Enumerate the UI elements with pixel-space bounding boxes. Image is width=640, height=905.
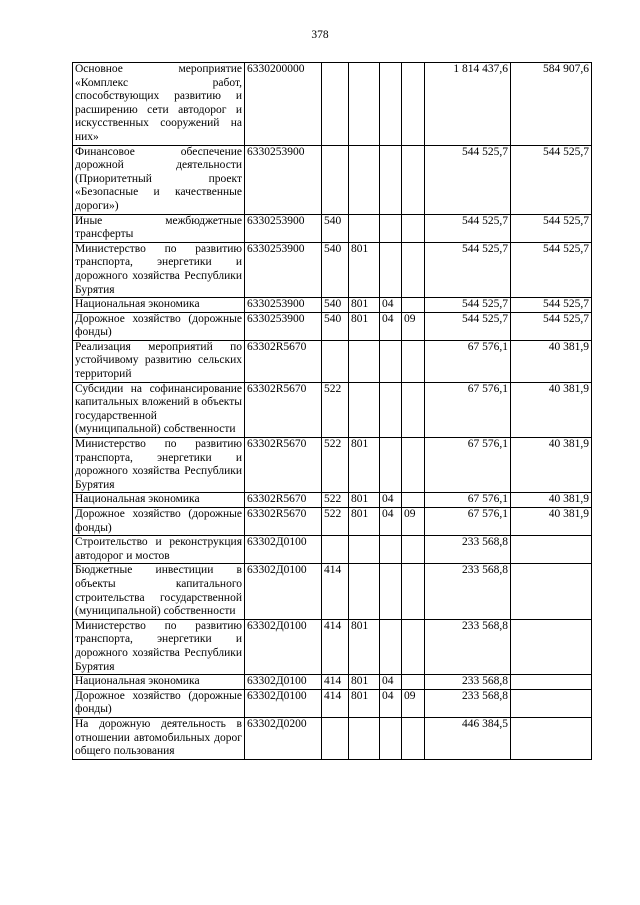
budget-table xyxy=(72,62,592,760)
row-amount-2-cell: 40 381,9 xyxy=(511,340,592,382)
row-subsection-cell xyxy=(402,63,425,146)
row-code-cell: 6330253900 xyxy=(245,145,322,214)
row-code-cell: 63302R5670 xyxy=(245,438,322,493)
row-amount-1-cell: 67 576,1 xyxy=(425,340,511,382)
row-name-cell: Дорожное хозяйство (дорожные фонды) xyxy=(73,689,245,717)
row-amount-1-cell: 544 525,7 xyxy=(425,242,511,297)
row-amount-1-cell: 544 525,7 xyxy=(425,145,511,214)
table-row xyxy=(73,564,592,619)
row-ministry-cell: 801 xyxy=(349,508,380,536)
table-row xyxy=(73,382,592,437)
table-row xyxy=(73,438,592,493)
row-name-cell: Финансовое обеспечение дорожной деятельности (Приоритетный проект «Безопасные и качественные дороги») xyxy=(73,145,245,214)
row-amount-2-cell: 544 525,7 xyxy=(511,214,592,242)
table-row xyxy=(73,242,592,297)
row-name-cell: Национальная экономика xyxy=(73,675,245,690)
table-row xyxy=(73,493,592,508)
row-section-cell: 04 xyxy=(380,508,402,536)
row-expense-type-cell: 414 xyxy=(322,675,349,690)
row-expense-type-cell: 414 xyxy=(322,689,349,717)
row-code-cell: 6330253900 xyxy=(245,242,322,297)
row-subsection-cell xyxy=(402,340,425,382)
row-section-cell xyxy=(380,145,402,214)
row-amount-1-cell: 544 525,7 xyxy=(425,298,511,313)
table-row xyxy=(73,619,592,674)
row-name-cell: Дорожное хозяйство (дорожные фонды) xyxy=(73,508,245,536)
row-amount-1-cell: 1 814 437,6 xyxy=(425,63,511,146)
row-ministry-cell xyxy=(349,145,380,214)
row-subsection-cell: 09 xyxy=(402,508,425,536)
row-subsection-cell: 09 xyxy=(402,689,425,717)
row-name-cell: Реализация мероприятий по устойчивому развитию сельских территорий xyxy=(73,340,245,382)
row-ministry-cell xyxy=(349,717,380,759)
row-ministry-cell: 801 xyxy=(349,619,380,674)
row-amount-1-cell: 233 568,8 xyxy=(425,619,511,674)
row-code-cell: 63302Д0100 xyxy=(245,536,322,564)
row-section-cell xyxy=(380,382,402,437)
table-row xyxy=(73,145,592,214)
row-expense-type-cell xyxy=(322,145,349,214)
row-code-cell: 6330253900 xyxy=(245,312,322,340)
row-amount-2-cell: 40 381,9 xyxy=(511,382,592,437)
row-ministry-cell: 801 xyxy=(349,298,380,313)
table-row xyxy=(73,214,592,242)
row-section-cell xyxy=(380,63,402,146)
row-amount-1-cell: 233 568,8 xyxy=(425,675,511,690)
row-name-cell: Основное мероприятие «Комплекс работ, способствующих развитию и расширению сети автодорог и искусственных сооружений на них» xyxy=(73,63,245,146)
row-amount-2-cell xyxy=(511,536,592,564)
row-expense-type-cell: 540 xyxy=(322,312,349,340)
row-amount-1-cell: 446 384,5 xyxy=(425,717,511,759)
row-ministry-cell xyxy=(349,564,380,619)
row-section-cell: 04 xyxy=(380,689,402,717)
row-expense-type-cell: 540 xyxy=(322,214,349,242)
row-amount-2-cell: 40 381,9 xyxy=(511,493,592,508)
row-ministry-cell: 801 xyxy=(349,493,380,508)
row-name-cell: Бюджетные инвестиции в объекты капитального строительства государственной (муниципальной) собственности xyxy=(73,564,245,619)
row-ministry-cell xyxy=(349,214,380,242)
row-subsection-cell xyxy=(402,493,425,508)
row-section-cell xyxy=(380,438,402,493)
row-amount-1-cell: 233 568,8 xyxy=(425,689,511,717)
row-name-cell: Министерство по развитию транспорта, энергетики и дорожного хозяйства Республики Бурятия xyxy=(73,619,245,674)
row-ministry-cell xyxy=(349,536,380,564)
row-name-cell: На дорожную деятельность в отношении автомобильных дорог общего пользования xyxy=(73,717,245,759)
row-name-cell: Дорожное хозяйство (дорожные фонды) xyxy=(73,312,245,340)
page-number: 378 xyxy=(311,29,329,41)
row-name-cell: Национальная экономика xyxy=(73,298,245,313)
row-subsection-cell xyxy=(402,564,425,619)
row-section-cell xyxy=(380,619,402,674)
row-amount-2-cell xyxy=(511,564,592,619)
row-amount-1-cell: 233 568,8 xyxy=(425,564,511,619)
row-ministry-cell: 801 xyxy=(349,438,380,493)
row-code-cell: 63302R5670 xyxy=(245,508,322,536)
row-expense-type-cell xyxy=(322,536,349,564)
row-code-cell: 63302Д0100 xyxy=(245,675,322,690)
table-row xyxy=(73,717,592,759)
row-subsection-cell xyxy=(402,214,425,242)
row-amount-2-cell xyxy=(511,689,592,717)
row-ministry-cell xyxy=(349,382,380,437)
row-code-cell: 63302Д0100 xyxy=(245,619,322,674)
row-expense-type-cell: 540 xyxy=(322,298,349,313)
row-amount-1-cell: 67 576,1 xyxy=(425,493,511,508)
row-subsection-cell xyxy=(402,438,425,493)
row-code-cell: 63302R5670 xyxy=(245,493,322,508)
row-ministry-cell xyxy=(349,340,380,382)
row-amount-1-cell: 67 576,1 xyxy=(425,508,511,536)
row-code-cell: 63302R5670 xyxy=(245,340,322,382)
row-name-cell: Национальная экономика xyxy=(73,493,245,508)
row-subsection-cell xyxy=(402,242,425,297)
row-section-cell: 04 xyxy=(380,298,402,313)
row-subsection-cell xyxy=(402,717,425,759)
table-row xyxy=(73,675,592,690)
row-name-cell: Иные межбюджетные трансферты xyxy=(73,214,245,242)
row-amount-2-cell: 40 381,9 xyxy=(511,508,592,536)
row-ministry-cell: 801 xyxy=(349,312,380,340)
row-amount-1-cell: 67 576,1 xyxy=(425,438,511,493)
row-amount-2-cell xyxy=(511,717,592,759)
table-row xyxy=(73,508,592,536)
row-subsection-cell xyxy=(402,675,425,690)
row-expense-type-cell: 522 xyxy=(322,438,349,493)
row-expense-type-cell xyxy=(322,340,349,382)
row-expense-type-cell: 522 xyxy=(322,493,349,508)
row-subsection-cell xyxy=(402,298,425,313)
row-amount-2-cell xyxy=(511,619,592,674)
row-amount-2-cell: 544 525,7 xyxy=(511,298,592,313)
row-amount-2-cell: 544 525,7 xyxy=(511,242,592,297)
row-expense-type-cell: 522 xyxy=(322,508,349,536)
row-code-cell: 63302Д0100 xyxy=(245,564,322,619)
row-section-cell: 04 xyxy=(380,675,402,690)
table-row xyxy=(73,63,592,146)
row-amount-2-cell: 584 907,6 xyxy=(511,63,592,146)
row-expense-type-cell: 540 xyxy=(322,242,349,297)
row-ministry-cell: 801 xyxy=(349,675,380,690)
row-section-cell xyxy=(380,214,402,242)
row-name-cell: Субсидии на софинансирование капитальных вложений в объекты государственной (муниципальной) собственности xyxy=(73,382,245,437)
row-ministry-cell: 801 xyxy=(349,689,380,717)
row-expense-type-cell: 522 xyxy=(322,382,349,437)
row-amount-1-cell: 67 576,1 xyxy=(425,382,511,437)
row-amount-1-cell: 544 525,7 xyxy=(425,312,511,340)
table-row xyxy=(73,340,592,382)
table-row xyxy=(73,312,592,340)
row-expense-type-cell xyxy=(322,63,349,146)
row-ministry-cell xyxy=(349,63,380,146)
row-amount-2-cell: 40 381,9 xyxy=(511,438,592,493)
row-expense-type-cell xyxy=(322,717,349,759)
row-amount-2-cell: 544 525,7 xyxy=(511,145,592,214)
row-code-cell: 6330200000 xyxy=(245,63,322,146)
row-section-cell xyxy=(380,717,402,759)
row-section-cell xyxy=(380,242,402,297)
table-row xyxy=(73,689,592,717)
row-amount-1-cell: 233 568,8 xyxy=(425,536,511,564)
row-expense-type-cell: 414 xyxy=(322,564,349,619)
row-name-cell: Строительство и реконструкция автодорог и мостов xyxy=(73,536,245,564)
row-expense-type-cell: 414 xyxy=(322,619,349,674)
row-code-cell: 63302R5670 xyxy=(245,382,322,437)
row-code-cell: 63302Д0100 xyxy=(245,689,322,717)
row-code-cell: 6330253900 xyxy=(245,214,322,242)
row-section-cell xyxy=(380,340,402,382)
row-name-cell: Министерство по развитию транспорта, энергетики и дорожного хозяйства Республики Бурятия xyxy=(73,438,245,493)
table-row xyxy=(73,298,592,313)
row-section-cell: 04 xyxy=(380,312,402,340)
row-amount-1-cell: 544 525,7 xyxy=(425,214,511,242)
row-subsection-cell: 09 xyxy=(402,312,425,340)
row-section-cell xyxy=(380,536,402,564)
table-row xyxy=(73,536,592,564)
row-section-cell xyxy=(380,564,402,619)
row-subsection-cell xyxy=(402,536,425,564)
row-subsection-cell xyxy=(402,382,425,437)
row-section-cell: 04 xyxy=(380,493,402,508)
row-code-cell: 6330253900 xyxy=(245,298,322,313)
row-subsection-cell xyxy=(402,619,425,674)
row-subsection-cell xyxy=(402,145,425,214)
row-code-cell: 63302Д0200 xyxy=(245,717,322,759)
row-amount-2-cell xyxy=(511,675,592,690)
row-amount-2-cell: 544 525,7 xyxy=(511,312,592,340)
row-name-cell: Министерство по развитию транспорта, энергетики и дорожного хозяйства Республики Бурятия xyxy=(73,242,245,297)
row-ministry-cell: 801 xyxy=(349,242,380,297)
